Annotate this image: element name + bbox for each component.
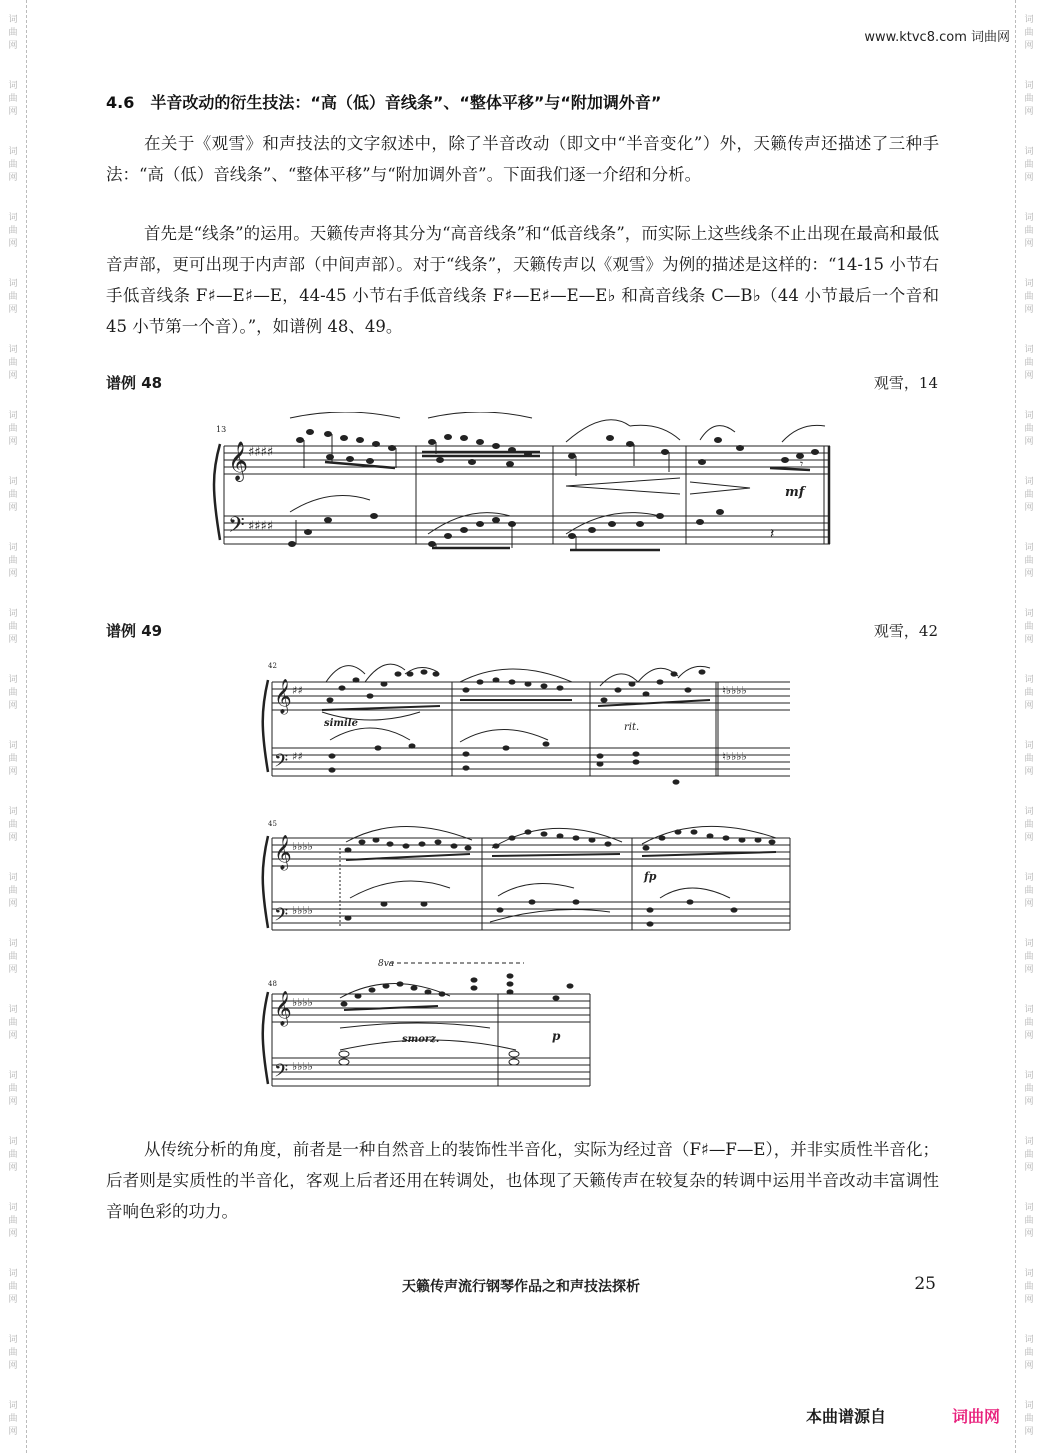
margin-watermark-glyph: 曲: [1024, 951, 1034, 962]
margin-watermark-glyph: 曲: [1024, 159, 1034, 170]
margin-watermark-block: [0, 1122, 26, 1188]
margin-watermark-glyph: 曲: [8, 1281, 18, 1292]
margin-watermark-glyph: 词: [8, 1070, 18, 1081]
margin-watermark-glyph: 网: [1024, 238, 1034, 249]
svg-text:♯♯: ♯♯: [292, 684, 303, 697]
margin-watermark-glyph: 词: [1024, 476, 1034, 487]
margin-watermark-block: [1016, 1056, 1042, 1122]
margin-watermark-block: [1016, 66, 1042, 132]
margin-watermark-glyph: 网: [8, 1426, 18, 1437]
margin-watermark-glyph: 词: [1024, 1400, 1034, 1411]
margin-watermark-block: [1016, 1188, 1042, 1254]
margin-watermark-glyph: 网: [8, 1360, 18, 1371]
margin-watermark-glyph: 词: [8, 278, 18, 289]
ex49-8va-mark: 8va: [378, 959, 395, 969]
margin-watermark-glyph: 词: [8, 806, 18, 817]
margin-watermark-glyph: 网: [8, 1228, 18, 1239]
margin-watermark-block: [1016, 198, 1042, 264]
margin-watermark-glyph: 曲: [1024, 687, 1034, 698]
margin-watermark-glyph: 词: [8, 1202, 18, 1213]
margin-watermark-block: [1016, 1386, 1042, 1452]
margin-watermark-glyph: 词: [1024, 1004, 1034, 1015]
margin-watermark-block: [1016, 528, 1042, 594]
margin-watermark-block: [0, 396, 26, 462]
svg-text:♮♭♭♭♭: ♮♭♭♭♭: [722, 684, 747, 697]
margin-watermark-glyph: 网: [1024, 1360, 1034, 1371]
svg-text:𝄾: 𝄾: [800, 457, 804, 471]
margin-watermark-glyph: 词: [1024, 146, 1034, 157]
margin-watermark-block: [0, 1056, 26, 1122]
margin-watermark-glyph: 词: [1024, 674, 1034, 685]
svg-text:𝄞: 𝄞: [274, 679, 292, 714]
margin-watermark-glyph: 曲: [8, 555, 18, 566]
margin-watermark-glyph: 网: [1024, 1162, 1034, 1173]
svg-text:♭♭♭♭: ♭♭♭♭: [292, 840, 313, 853]
svg-text:𝄽: 𝄽: [770, 526, 775, 542]
margin-watermark-block: [1016, 396, 1042, 462]
svg-text:𝄢: 𝄢: [274, 1061, 289, 1086]
margin-watermark-block: [0, 1188, 26, 1254]
margin-watermark-glyph: 词: [1024, 1202, 1034, 1213]
paragraph-analysis: 从传统分析的角度，前者是一种自然音上的装饰性半音化，实际为经过音（F♯—F—E），并非实质性半音化；后者则是实质性的半音化，客观上后者还用在转调处，也体现了天籁传声在较复杂的转调中运用半音改动丰富调性音响色彩的功力。: [106, 1140, 939, 1221]
margin-watermark-glyph: 词: [8, 1400, 18, 1411]
margin-watermark-block: [0, 198, 26, 264]
margin-watermark-block: [0, 1386, 26, 1452]
svg-text:♮♭♭♭♭: ♮♭♭♭♭: [722, 750, 747, 763]
svg-text:𝄢: 𝄢: [274, 905, 289, 930]
margin-watermark-block: [1016, 462, 1042, 528]
margin-watermark-glyph: 网: [8, 898, 18, 909]
margin-watermark-glyph: 网: [1024, 832, 1034, 843]
margin-watermark-glyph: 词: [8, 740, 18, 751]
margin-watermark-glyph: 网: [8, 1096, 18, 1107]
margin-watermark-glyph: 曲: [8, 1347, 18, 1358]
margin-watermark-glyph: 网: [8, 40, 18, 51]
margin-watermark-glyph: 曲: [1024, 753, 1034, 764]
margin-watermark-block: [1016, 330, 1042, 396]
paragraph-intro: 在关于《观雪》和声技法的文字叙述中，除了半音改动（即文中“半音变化”）外，天籁传声还描述了三种手法：“高（低）音线条”、“整体平移”与“附加调外音”。下面我们逐一介绍和分析。: [106, 134, 939, 184]
score-example-49-system-1: [260, 660, 792, 790]
margin-watermark-glyph: 网: [8, 568, 18, 579]
margin-watermark-glyph: 词: [1024, 80, 1034, 91]
margin-watermark-glyph: 曲: [8, 885, 18, 896]
margin-watermark-block: [0, 924, 26, 990]
footer-book-title: 天籁传声流行钢琴作品之和声技法探析: [402, 1279, 640, 1295]
margin-watermark-glyph: 网: [8, 304, 18, 315]
ex49-rit-mark: rit.: [624, 722, 640, 733]
margin-watermark-glyph: 词: [1024, 14, 1034, 25]
margin-watermark-block: [1016, 264, 1042, 330]
margin-watermark-glyph: 词: [8, 1136, 18, 1147]
source-note: 本曲谱源自: [806, 1407, 887, 1426]
margin-watermark-glyph: 曲: [8, 687, 18, 698]
margin-watermark-glyph: 曲: [8, 621, 18, 632]
section-heading: 4.6 半音改动的衍生技法：“高（低）音线条”、“整体平移”与“附加调外音”: [106, 93, 662, 112]
svg-text:♯♯♯♯: ♯♯♯♯: [248, 445, 274, 460]
margin-watermark-glyph: 曲: [8, 291, 18, 302]
margin-watermark-glyph: 词: [8, 542, 18, 553]
margin-watermark-glyph: 词: [1024, 1268, 1034, 1279]
svg-text:♯♯: ♯♯: [292, 750, 303, 763]
margin-watermark-glyph: 网: [8, 1162, 18, 1173]
margin-watermark-glyph: 网: [1024, 1096, 1034, 1107]
margin-watermark-block: [0, 990, 26, 1056]
margin-watermark-glyph: 网: [1024, 568, 1034, 579]
svg-text:𝄞: 𝄞: [274, 835, 292, 870]
margin-watermark-glyph: 词: [8, 146, 18, 157]
margin-watermark-glyph: 词: [1024, 806, 1034, 817]
margin-watermark-glyph: 网: [8, 502, 18, 513]
margin-watermark-glyph: 曲: [1024, 819, 1034, 830]
svg-text:♯♯♯♯: ♯♯♯♯: [248, 519, 274, 534]
paragraph-lines: 首先是“线条”的运用。天籁传声将其分为“高音线条”和“低音线条”，而实际上这些线条不止出现在最高和最低音声部，更可出现于内声部（中间声部）。对于“线条”，天籁传声以《观雪》为例的描述是这样的：“14-15 小节右手低音线条 F♯—E♯—E，44-45 小节右手低音线条 F♯—E♯—E—E♭ 和高音线条 C—B♭（44 小节最后一个音和 45 小节第一个音）。”，如谱例 48、49。: [106, 224, 939, 336]
margin-watermark-glyph: 曲: [1024, 27, 1034, 38]
margin-watermark-block: [1016, 726, 1042, 792]
margin-watermark-glyph: 曲: [1024, 555, 1034, 566]
margin-watermark-glyph: 词: [8, 938, 18, 949]
margin-watermark-glyph: 曲: [1024, 1347, 1034, 1358]
margin-watermark-glyph: 曲: [8, 1083, 18, 1094]
margin-watermark-block: [1016, 990, 1042, 1056]
margin-watermark-glyph: 曲: [8, 93, 18, 104]
margin-watermark-glyph: 网: [1024, 502, 1034, 513]
margin-watermark-block: [0, 462, 26, 528]
example-49-source: 观雪，42: [873, 622, 938, 640]
site-url-watermark: www.ktvc8.com 词曲网: [864, 30, 1010, 45]
margin-watermark-block: [0, 0, 26, 66]
margin-watermark-glyph: 词: [1024, 278, 1034, 289]
ex49-fp-mark: fp: [644, 870, 657, 883]
margin-watermark-block: [1016, 0, 1042, 66]
example-49-label: 谱例 49: [106, 622, 163, 640]
ex49-p-mark: p: [552, 1029, 561, 1043]
margin-watermark-block: [1016, 792, 1042, 858]
margin-watermark-glyph: 词: [1024, 212, 1034, 223]
margin-watermark-glyph: 曲: [1024, 423, 1034, 434]
ex49-smorz-mark: smorz.: [402, 1034, 440, 1045]
margin-watermark-glyph: 网: [1024, 40, 1034, 51]
ex49-s1-measure-number: 42: [268, 662, 277, 670]
margin-watermark-glyph: 曲: [8, 753, 18, 764]
left-watermark-strip: [0, 0, 27, 1453]
margin-watermark-glyph: 曲: [8, 819, 18, 830]
source-site-link[interactable]: 词曲网: [952, 1407, 1001, 1426]
margin-watermark-glyph: 词: [1024, 608, 1034, 619]
margin-watermark-glyph: 网: [1024, 1426, 1034, 1437]
margin-watermark-glyph: 曲: [1024, 291, 1034, 302]
margin-watermark-block: [0, 858, 26, 924]
margin-watermark-glyph: 网: [1024, 634, 1034, 645]
margin-watermark-block: [0, 330, 26, 396]
margin-watermark-glyph: 词: [8, 674, 18, 685]
margin-watermark-glyph: 曲: [1024, 1149, 1034, 1160]
margin-watermark-glyph: 网: [1024, 964, 1034, 975]
margin-watermark-glyph: 词: [1024, 740, 1034, 751]
margin-watermark-glyph: 曲: [8, 159, 18, 170]
margin-watermark-glyph: 曲: [8, 1215, 18, 1226]
margin-watermark-glyph: 网: [1024, 1228, 1034, 1239]
margin-watermark-glyph: 曲: [8, 1149, 18, 1160]
margin-watermark-glyph: 曲: [1024, 1083, 1034, 1094]
ex49-simile-mark: simile: [324, 718, 358, 729]
margin-watermark-glyph: 词: [1024, 872, 1034, 883]
margin-watermark-glyph: 词: [1024, 344, 1034, 355]
margin-watermark-block: [1016, 594, 1042, 660]
margin-watermark-glyph: 词: [1024, 1136, 1034, 1147]
margin-watermark-glyph: 词: [8, 14, 18, 25]
margin-watermark-glyph: 网: [1024, 172, 1034, 183]
margin-watermark-glyph: 曲: [1024, 885, 1034, 896]
margin-watermark-glyph: 曲: [8, 423, 18, 434]
ex49-s2-measure-number: 45: [268, 820, 277, 828]
margin-watermark-block: [0, 132, 26, 198]
margin-watermark-glyph: 词: [8, 608, 18, 619]
margin-watermark-block: [0, 660, 26, 726]
margin-watermark-glyph: 网: [1024, 304, 1034, 315]
margin-watermark-glyph: 词: [8, 1004, 18, 1015]
margin-watermark-glyph: 网: [1024, 1294, 1034, 1305]
margin-watermark-glyph: 词: [1024, 542, 1034, 553]
margin-watermark-glyph: 曲: [8, 1413, 18, 1424]
margin-watermark-glyph: 曲: [8, 1017, 18, 1028]
margin-watermark-glyph: 曲: [8, 27, 18, 38]
margin-watermark-glyph: 曲: [8, 489, 18, 500]
svg-text:𝄞: 𝄞: [274, 991, 292, 1026]
margin-watermark-glyph: 曲: [8, 225, 18, 236]
margin-watermark-glyph: 网: [8, 172, 18, 183]
margin-watermark-block: [1016, 660, 1042, 726]
margin-watermark-glyph: 曲: [1024, 1281, 1034, 1292]
score-example-49-system-3: [260, 958, 594, 1094]
margin-watermark-glyph: 网: [8, 832, 18, 843]
margin-watermark-glyph: 网: [1024, 1030, 1034, 1041]
margin-watermark-glyph: 词: [1024, 1334, 1034, 1345]
margin-watermark-glyph: 曲: [1024, 225, 1034, 236]
margin-watermark-glyph: 网: [1024, 700, 1034, 711]
page-number: 25: [914, 1274, 936, 1294]
margin-watermark-block: [1016, 1320, 1042, 1386]
margin-watermark-glyph: 网: [8, 766, 18, 777]
margin-watermark-glyph: 网: [1024, 898, 1034, 909]
margin-watermark-glyph: 网: [8, 1294, 18, 1305]
margin-watermark-block: [0, 726, 26, 792]
svg-text:♭♭♭♭: ♭♭♭♭: [292, 996, 313, 1009]
margin-watermark-glyph: 词: [8, 476, 18, 487]
example-48-source: 观雪，14: [873, 374, 938, 392]
svg-text:𝄢: 𝄢: [228, 513, 245, 543]
margin-watermark-glyph: 网: [8, 634, 18, 645]
margin-watermark-block: [1016, 924, 1042, 990]
margin-watermark-glyph: 网: [8, 964, 18, 975]
margin-watermark-glyph: 词: [8, 344, 18, 355]
margin-watermark-glyph: 曲: [1024, 93, 1034, 104]
margin-watermark-glyph: 网: [8, 238, 18, 249]
margin-watermark-glyph: 曲: [8, 357, 18, 368]
margin-watermark-glyph: 词: [8, 212, 18, 223]
svg-text:𝄞: 𝄞: [228, 441, 249, 481]
margin-watermark-glyph: 词: [8, 80, 18, 91]
score-example-49-system-2: [260, 818, 792, 940]
margin-watermark-block: [0, 66, 26, 132]
ex49-s3-measure-number: 48: [268, 980, 277, 988]
margin-watermark-glyph: 网: [1024, 766, 1034, 777]
margin-watermark-block: [0, 264, 26, 330]
svg-text:𝄢: 𝄢: [274, 751, 289, 776]
ex48-measure-number: 13: [216, 425, 227, 434]
margin-watermark-block: [1016, 858, 1042, 924]
margin-watermark-glyph: 网: [8, 370, 18, 381]
margin-watermark-block: [1016, 1122, 1042, 1188]
margin-watermark-glyph: 曲: [1024, 621, 1034, 632]
margin-watermark-glyph: 曲: [8, 951, 18, 962]
margin-watermark-block: [0, 528, 26, 594]
margin-watermark-glyph: 词: [1024, 410, 1034, 421]
margin-watermark-glyph: 词: [1024, 1070, 1034, 1081]
margin-watermark-block: [0, 594, 26, 660]
margin-watermark-block: [0, 792, 26, 858]
margin-watermark-glyph: 曲: [1024, 1215, 1034, 1226]
svg-text:♭♭♭♭: ♭♭♭♭: [292, 904, 313, 917]
right-watermark-strip: [1015, 0, 1042, 1453]
margin-watermark-glyph: 网: [1024, 370, 1034, 381]
margin-watermark-glyph: 曲: [1024, 1413, 1034, 1424]
score-example-48: [210, 412, 834, 552]
margin-watermark-block: [0, 1320, 26, 1386]
margin-watermark-glyph: 词: [1024, 938, 1034, 949]
svg-text:♭♭♭♭: ♭♭♭♭: [292, 1060, 313, 1073]
margin-watermark-glyph: 网: [8, 700, 18, 711]
margin-watermark-glyph: 词: [8, 410, 18, 421]
margin-watermark-glyph: 曲: [1024, 489, 1034, 500]
margin-watermark-glyph: 网: [8, 1030, 18, 1041]
margin-watermark-glyph: 网: [8, 436, 18, 447]
example-48-label: 谱例 48: [106, 374, 163, 392]
margin-watermark-glyph: 词: [8, 872, 18, 883]
margin-watermark-glyph: 曲: [1024, 357, 1034, 368]
margin-watermark-glyph: 词: [8, 1268, 18, 1279]
margin-watermark-block: [1016, 132, 1042, 198]
ex48-dynamic-mark: mf: [785, 485, 805, 500]
margin-watermark-glyph: 网: [1024, 106, 1034, 117]
margin-watermark-glyph: 曲: [1024, 1017, 1034, 1028]
margin-watermark-glyph: 词: [8, 1334, 18, 1345]
margin-watermark-glyph: 网: [8, 106, 18, 117]
margin-watermark-glyph: 网: [1024, 436, 1034, 447]
